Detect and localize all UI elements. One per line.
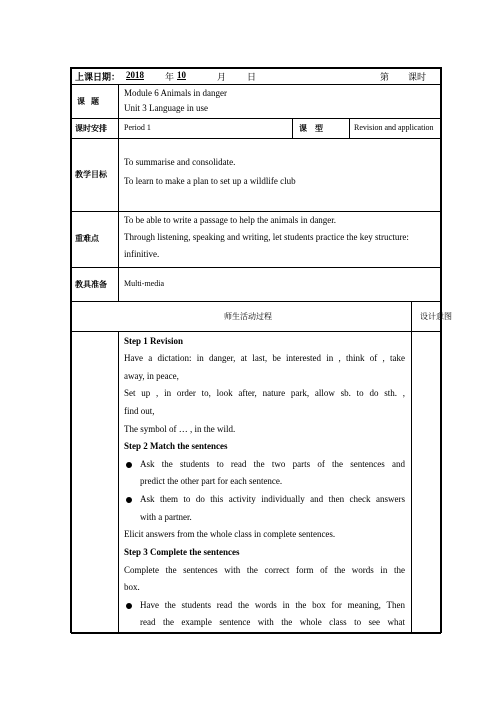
border-top [71,67,441,69]
col-divider [292,118,293,138]
step-3-line-1: Complete the sentences with the correct form of the words in the [124,565,405,575]
month-unit: 月 [217,73,227,83]
class-year: 2018 [126,70,144,80]
day-unit: 日 [247,73,257,83]
lesson-type-value: Revision and application [354,123,434,132]
year-unit: 年 [165,73,175,83]
step-3-bullet-1-line-1: Have the students read the words in the box for meaning, Then [140,600,405,610]
step-2-bullet-1-line-2: predict the other part for each sentence. [140,476,283,486]
class-month: 10 [177,70,186,80]
row-divider [71,331,441,332]
topic-line-2: Unit 3 Language in use [124,103,208,113]
step-2-bullet-2-line-2: with a partner. [140,512,192,522]
step-2-heading: Step 2 Match the sentences [124,441,228,451]
schedule-label: 课时安排 [75,124,107,133]
row-divider [71,84,441,85]
border-bottom [71,632,441,634]
step-1-line-1: Have a dictation: in danger, at last, be interested in , think of , take [124,353,405,363]
objective-line-1: To summarise and consolidate. [124,157,236,167]
process-header: 师生活动过程 [224,312,272,321]
step-1-heading: Step 1 Revision [124,336,184,346]
row-divider [71,138,441,139]
key-points-label: 重难点 [75,234,99,243]
bullet-icon [126,462,132,468]
step-3-bullet-1-line-2: read the example sentence with the whole class to see what [140,617,405,627]
lesson-type-label: 课型 [299,124,331,133]
design-intent-header: 设计意图 [420,312,452,321]
objectives-label: 教学目标 [75,170,107,179]
materials-value: Multi-media [124,279,164,288]
col-divider [411,301,412,632]
bullet-icon [126,603,132,609]
key-point-line-2: Through listening, speaking and writing, let students practice the key structure: [124,232,409,242]
col-divider [349,118,350,138]
objective-line-2: To learn to make a plan to set up a wildlife club [124,176,296,186]
row-divider [71,267,441,268]
topic-label: 课题 [77,97,105,106]
schedule-value: Period 1 [124,123,151,132]
row-divider [71,301,441,302]
step-1-line-3: Set up , in order to, look after, nature park, allow sb. to do sth. , [124,388,405,398]
step-3-line-2: box. [124,582,140,592]
step-2-bullet-2-line-1: Ask them to do this activity individually and then check answers [140,494,405,504]
step-2-elicit: Elicit answers from the whole class in complete sentences. [124,529,336,539]
step-1-line-2: away, in peace, [124,371,179,381]
key-point-line-3: infinitive. [124,249,160,259]
step-1-line-4: find out, [124,406,155,416]
step-1-line-5: The symbol of … , in the wild. [124,424,236,434]
border-left [70,67,72,633]
period-suffix: 课时 [408,73,427,83]
border-right [440,67,442,633]
row-divider [71,118,441,119]
materials-label: 教具准备 [75,280,107,289]
bullet-icon [126,497,132,503]
col-divider [118,84,119,301]
key-point-line-1: To be able to write a passage to help the animals in danger. [124,215,337,225]
row-divider [71,211,441,212]
topic-line-1: Module 6 Animals in danger [124,88,227,98]
class-date-label: 上课日期： [75,73,121,83]
step-2-bullet-1-line-1: Ask the students to read the two parts of the sentences and [140,459,405,469]
period-prefix: 第 [380,73,390,83]
col-divider [118,331,119,632]
step-3-heading: Step 3 Complete the sentences [124,547,240,557]
